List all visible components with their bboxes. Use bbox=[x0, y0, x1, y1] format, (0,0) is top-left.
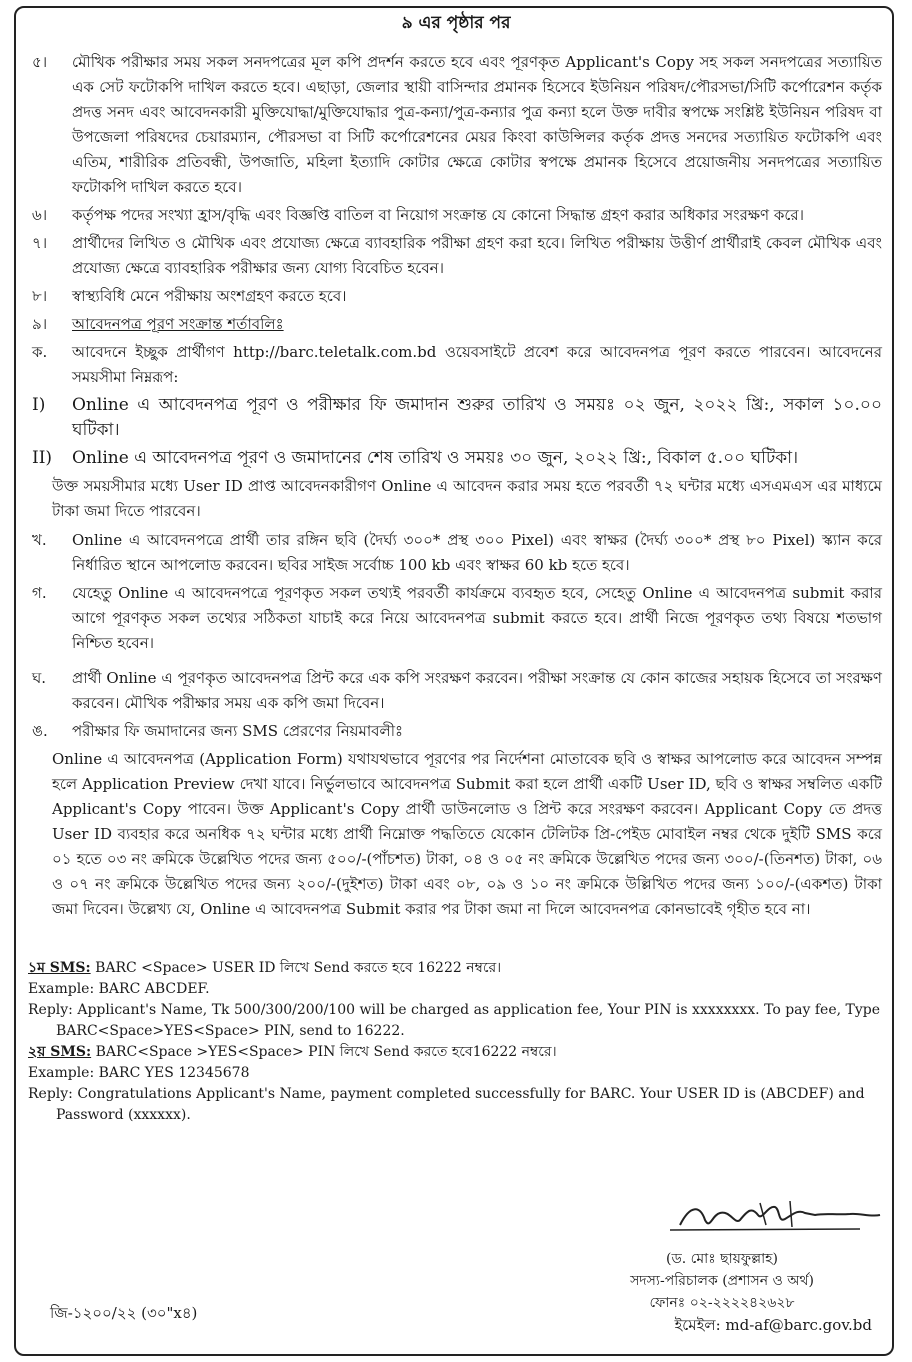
subclause-number: ঘ. bbox=[32, 669, 47, 687]
first-sms-line bbox=[28, 958, 883, 979]
clause-7 bbox=[26, 231, 882, 281]
subclause-text: প্রার্থী Online এ পূরণকৃত আবেদনপত্র প্রিন্ট করে এক কপি সংরক্ষণ করবেন। পরীক্ষা সংক্রান্ত যে কোন কাজের সহায়ক হিসেবে তা সংরক্ষণ করবেন। মৌখিক পরীক্ষার সময় এক কপি জমা দিবেন। bbox=[72, 669, 882, 712]
clause-text: স্বাস্থ্যবিধি মেনে পরীক্ষায় অংশগ্রহণ করতে হবে। bbox=[72, 287, 347, 305]
clause-6 bbox=[26, 203, 882, 228]
second-sms-label: ২য় SMS: bbox=[28, 1044, 92, 1060]
subclause-text: আবেদনে ইচ্ছুক প্রার্থীগণ http://barc.teletalk.com.bd ওয়েবসাইটে প্রবেশ করে আবেদনপত্র পূরণ করতে পারবেন। আবেদনের সময়সীমা নিম্নরূপ: bbox=[72, 343, 882, 386]
signatory-email: ইমেইল: md-af@barc.gov.bd bbox=[674, 1316, 872, 1334]
online-term: Online bbox=[72, 395, 129, 415]
clause-9 bbox=[26, 312, 882, 337]
userid-note: উক্ত সময়সীমার মধ্যে User ID প্রাপ্ত আবেদনকারীগণ Online এ আবেদন করার সময় হতে পরবর্তী ৭২ ঘন্টার মধ্যে এসএমএস এর মাধ্যমে টাকা জমা দিতে পারবেন। bbox=[52, 477, 882, 520]
clause-number: ৫। bbox=[32, 53, 48, 71]
clause-heading: আবেদনপত্র পূরণ সংক্রান্ত শর্তাবলিঃ bbox=[72, 315, 284, 333]
subclause-ka bbox=[26, 340, 882, 390]
subclause-number: ক. bbox=[32, 343, 48, 361]
clause-number: ৮। bbox=[32, 287, 48, 305]
clause-8 bbox=[26, 284, 882, 309]
clause-text: মৌখিক পরীক্ষার সময় সকল সনদপত্রের মূল কপি প্রদর্শন করতে হবে এবং পূরণকৃত Applicant's Copy সহ সকল সনদপত্রের সত্যায়িত এক সেট ফটোকপি দাখিল করতে হবে। এছাড়া, জেলার স্থায়ী বাসিন্দার প্রমানক হিসেবে ইউনিয়ন পরিষদ/পৌরসভা/সিটি কর্পোরেশন কর্তৃক প্রদত্ত সনদ এবং আবেদনকারী মুক্তিযোদ্ধা/মুক্তিযোদ্ধার পুত্র-কন্যা/পুত্র-কন্যার পুত্র কন্যা হলে উক্ত দাবীর স্বপক্ষে সংশ্লিষ্ট ইউনিয়ন পরিষদ বা উপজেলা পরিষদের চেয়ারম্যান, পৌরসভা বা সিটি কর্পোরেশনের মেয়র কিংবা কাউন্সিলর কর্তৃক প্রদত্ত সনদের সত্যায়িত ফটোকপি এবং এতিম, শারীরিক প্রতিবন্ধী, উপজাতি, মহিলা ইত্যাদি কোটার ক্ষেত্রে কোটার স্বপক্ষে প্রমানক হিসেবে প্রয়োজনীয় সনদপত্রের সত্যায়িত ফটোকপি দাখিল করতে হবে। bbox=[72, 53, 882, 196]
second-sms-reply: Reply: Congratulations Applicant's Name, payment completed successfully for BARC. Your USER ID is (ABCDEF) and Password (xxxxxx). bbox=[28, 1086, 865, 1123]
signatory-phone: ফোনঃ ০২-২২২২৪২৬২৮ bbox=[649, 1295, 795, 1311]
date-end bbox=[26, 446, 882, 471]
first-sms-reply: Reply: Applicant's Name, Tk 500/300/200/100 will be charged as application fee, Your PIN is xxxxxxxx. To pay fee, Type BARC<Space>YES<Space> PIN, send to 16222. bbox=[28, 1002, 881, 1039]
clause-5 bbox=[26, 50, 882, 200]
second-sms-text: BARC<Space >YES<Space> PIN লিখে Send করতে হবে16222 নম্বরে। bbox=[91, 1044, 557, 1060]
clause-number: ৬। bbox=[32, 206, 48, 224]
subclause-text: Online এ আবেদনপত্রে প্রার্থী তার রঙ্গিন ছবি (দৈর্ঘ্য ৩০০* প্রস্থ ৩০০ Pixel) এবং স্বাক্ষর (দৈর্ঘ্য ৩০০* প্রস্থ ৮০ Pixel) স্ক্যান করে নির্ধারিত স্থানে আপলোড করবেন। ছবির সাইজ সর্বোচ্চ 100 kb এবং স্বাক্ষর 60 kb হতে হবে। bbox=[72, 531, 882, 574]
date-text: এ আবেদনপত্র পূরণ ও পরীক্ষার ফি জমাদান শুরুর তারিখ ও সময়ঃ ০২ জুন, ২০২২ খ্রি:, সকাল ১০.০০ ঘটিকা। bbox=[72, 395, 882, 440]
sms-instructions-paragraph: Online এ আবেদনপত্র (Application Form) যথাযথভাবে পূরণের পর নির্দেশনা মোতাবেক ছবি ও স্বাক্ষর আপলোড করে আবেদন সম্পন্ন হলে Application Preview দেখা যাবে। নির্ভুলভাবে আবেদনপত্র Submit করা হলে প্রার্থী একটি User ID, ছবি ও স্বাক্ষর সম্বলিত একটি Applicant's Copy পাবেন। উক্ত Applicant's Copy প্রার্থী ডাউনলোড ও প্রিন্ট করে সংরক্ষণ করবেন। Applicant Copy তে প্রদত্ত User ID ব্যবহার করে অনধিক ৭২ ঘন্টার মধ্যে প্রার্থী নিম্নোক্ত পদ্ধতিতে যেকোন টেলিটক প্রি-পেইড মোবাইল নম্বর থেকে দুইটি SMS করে ০১ হতে ০৩ নং ক্রমিকে উল্লেখিত পদের জন্য ৫০০/-(পাঁচশত) টাকা, ০৪ ও ০৫ নং ক্রমিকে উল্লেখিত পদের জন্য ৩০০/-(তিনশত) টাকা, ০৬ ও ০৭ নং ক্রমিকে উল্লেখিত পদের জন্য ২০০/-(দুইশত) টাকা এবং ০৮, ০৯ ও ১০ নং ক্রমিকে উল্লিখিত পদের জন্য ১০০/-(একশত) টাকা জমা দিবেন। উল্লেখ্য যে, Online এ আবেদনপত্র Submit করার পর টাকা জমা না দিলে আবেদনপত্র কোনভাবেই গৃহীত হবে না। bbox=[52, 750, 882, 918]
clause-text: কর্তৃপক্ষ পদের সংখ্যা হ্রাস/বৃদ্ধি এবং বিজ্ঞপ্তি বাতিল বা নিয়োগ সংক্রান্ত যে কোনো সিদ্ধান্ত গ্রহণ করার অধিকার সংরক্ষণ করে। bbox=[72, 206, 804, 224]
subclause-gha bbox=[26, 666, 882, 716]
date-text: এ আবেদনপত্র পূরণ ও জমাদানের শেষ তারিখ ও সময়ঃ ৩০ জুন, ২০২২ খ্রি:, বিকাল ৫.০০ ঘটিকা। bbox=[128, 448, 799, 468]
first-sms-label: ১ম SMS: bbox=[28, 960, 91, 976]
subclause-ga bbox=[26, 581, 882, 656]
online-term: Online bbox=[72, 448, 129, 468]
second-sms-example: Example: BARC YES 12345678 bbox=[28, 1065, 250, 1081]
date-start bbox=[26, 393, 882, 443]
subclause-text: যেহেতু Online এ আবেদনপত্রে পূরণকৃত সকল তথ্যই পরবর্তী কার্যক্রমে ব্যবহৃত হবে, সেহেতু Online এ আবেদনপত্র submit করার আগে পূরণকৃত সকল তথ্যের সঠিকতা যাচাই করে নিয়ে আবেদনপত্র submit করতে হবে। প্রার্থী নিজে পূরণকৃত তথ্য বিষয়ে শতভাগ নিশ্চিত হবেন। bbox=[72, 584, 882, 652]
subclause-number: ঙ. bbox=[32, 722, 48, 740]
subclause-text: পরীক্ষার ফি জমাদানের জন্য SMS প্রেরণের নিয়মাবলীঃ bbox=[72, 722, 403, 740]
first-sms-text: BARC <Space> USER ID লিখে Send করতে হবে 16222 নম্বরে। bbox=[90, 960, 502, 976]
first-sms-example: Example: BARC ABCDEF. bbox=[28, 981, 210, 997]
date-number: II) bbox=[32, 448, 53, 468]
subclause-number: খ. bbox=[32, 531, 47, 549]
date-number: I) bbox=[32, 395, 46, 415]
second-sms-line bbox=[28, 1042, 883, 1063]
signatory-block bbox=[572, 1248, 872, 1336]
page-continuation-header: ৯ এর পৃষ্ঠার পর bbox=[401, 13, 511, 33]
signatory-name: (ড. মোঃ ছায়ফুল্লাহ) bbox=[666, 1251, 778, 1267]
print-code: জি-১২০০/২২ (৩০"x৪) bbox=[50, 1304, 198, 1322]
sms-format-block bbox=[28, 958, 883, 1126]
signatory-title: সদস্য-পরিচালক (প্রশাসন ও অর্থ) bbox=[630, 1273, 814, 1289]
clause-text: প্রার্থীদের লিখিত ও মৌখিক এবং প্রযোজ্য ক্ষেত্রে ব্যাবহারিক পরীক্ষা গ্রহণ করা হবে। লিখিত পরীক্ষায় উত্তীর্ণ প্রার্থীরাই কেবল মৌখিক এবং প্রযোজ্য ক্ষেত্রে ব্যাবহারিক পরীক্ষার জন্য যোগ্য বিবেচিত হবেন। bbox=[72, 234, 882, 277]
subclause-umo bbox=[26, 719, 882, 744]
subclause-kha bbox=[26, 528, 882, 578]
handwritten-signature bbox=[640, 1185, 890, 1245]
subclause-number: গ. bbox=[32, 584, 47, 602]
clause-number: ৭। bbox=[32, 234, 48, 252]
clause-number: ৯। bbox=[32, 315, 48, 333]
notice-body bbox=[26, 50, 882, 922]
